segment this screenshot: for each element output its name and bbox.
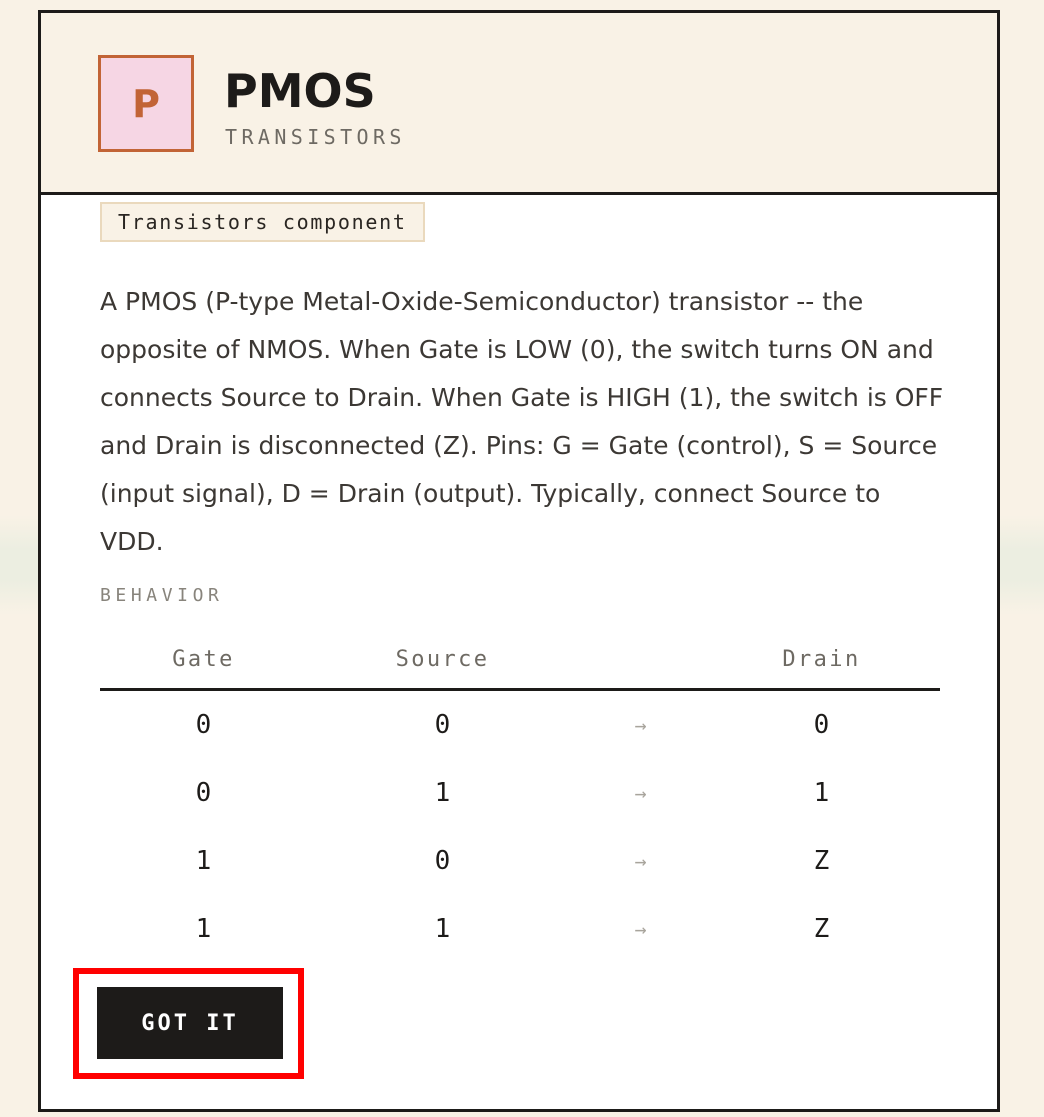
component-info-dialog xyxy=(38,10,1000,1112)
component-icon xyxy=(98,55,194,152)
drain-value: 1 xyxy=(813,778,830,808)
drain-value: Z xyxy=(813,914,830,944)
behavior-label: BEHAVIOR xyxy=(100,585,224,606)
header-gate: Gate xyxy=(100,631,307,690)
table-row xyxy=(100,759,940,827)
source-value: 1 xyxy=(434,778,451,808)
header-arrow xyxy=(578,631,703,690)
right-arrow-icon: → xyxy=(634,849,647,873)
component-icon-letter: P xyxy=(132,81,160,126)
truth-table-header xyxy=(100,631,940,690)
header-source: Source xyxy=(307,631,578,690)
dialog-header xyxy=(41,13,997,195)
gate-value: 1 xyxy=(195,846,212,876)
gate-value: 1 xyxy=(195,914,212,944)
table-row xyxy=(100,827,940,895)
right-arrow-icon: → xyxy=(634,917,647,941)
right-arrow-icon: → xyxy=(634,713,647,737)
component-title: PMOS xyxy=(224,64,376,118)
gate-value: 0 xyxy=(195,710,212,740)
drain-value: Z xyxy=(813,846,830,876)
right-arrow-icon: → xyxy=(634,781,647,805)
got-it-button[interactable]: GOT IT xyxy=(97,987,283,1059)
source-value: 0 xyxy=(434,846,451,876)
header-drain: Drain xyxy=(703,631,940,690)
table-row xyxy=(100,690,940,760)
source-value: 0 xyxy=(434,710,451,740)
table-row xyxy=(100,895,940,963)
drain-value: 0 xyxy=(813,710,830,740)
component-description: A PMOS (P-type Metal-Oxide-Semiconductor) transistor -- the opposite of NMOS. When Gate is LOW (0), the switch turns ON and connects Source to Drain. When Gate is HIGH (1), the switch is OFF and Drain is disconnected (Z). Pins: G = Gate (control), S = Source (input signal), D = Drain (output). Typically, connect Source to VDD. xyxy=(100,287,944,556)
component-tag: Transistors component xyxy=(100,202,425,242)
source-value: 1 xyxy=(434,914,451,944)
truth-table xyxy=(100,631,940,963)
component-category: TRANSISTORS xyxy=(225,125,406,149)
gate-value: 0 xyxy=(195,778,212,808)
